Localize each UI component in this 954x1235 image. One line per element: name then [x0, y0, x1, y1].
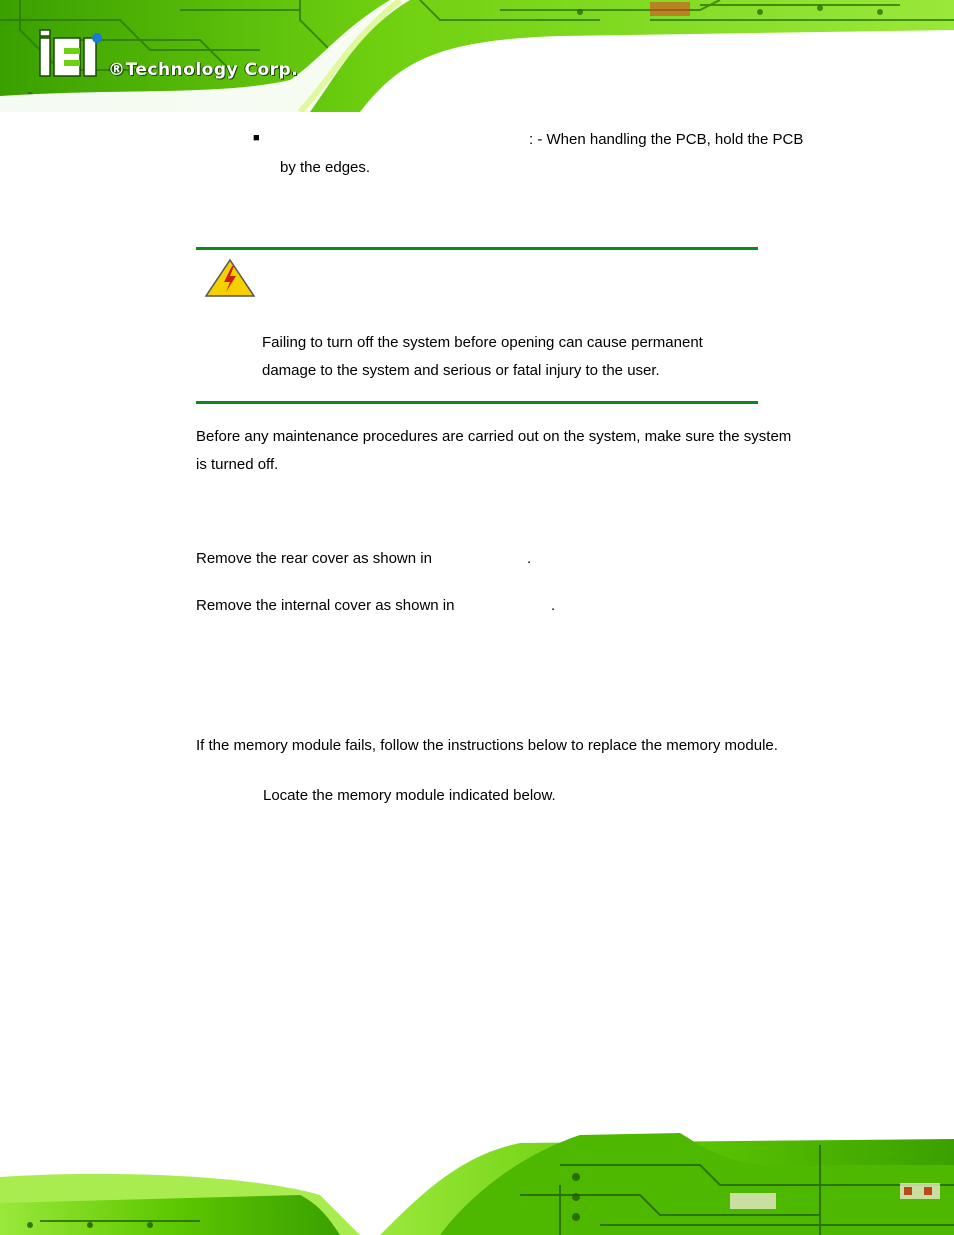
footer-banner: [0, 1125, 954, 1235]
warning-top-rule: [196, 247, 758, 250]
step-internal-cover-end: .: [551, 597, 556, 614]
step-internal-cover: Remove the internal cover as shown in: [196, 597, 455, 614]
warning-bottom-rule: [196, 401, 758, 404]
warning-triangle-icon: [204, 258, 256, 298]
bullet-square-icon: ■: [253, 132, 260, 144]
warning-text: [262, 329, 750, 385]
header-banner: [0, 0, 954, 112]
pcb-footer-graphic: [0, 1125, 954, 1235]
memory-step1: Locate the memory module indicated below.: [263, 787, 556, 804]
memory-intro: If the memory module fails, follow the instructions below to replace the memory module.: [196, 737, 778, 754]
bullet-text-line1: : - When handling the PCB, hold the PCB: [529, 131, 804, 148]
pcb-header-graphic: [0, 0, 954, 112]
maintenance-para-line1: Before any maintenance procedures are carried out on the system, make sure the system: [196, 428, 792, 445]
warning-line2: damage to the system and serious or fatal injury to the user.: [262, 362, 660, 379]
step-rear-cover: Remove the rear cover as shown in: [196, 550, 432, 567]
step-rear-cover-end: .: [527, 550, 532, 567]
maintenance-para-line2: is turned off.: [196, 456, 279, 473]
bullet-text-line2: by the edges.: [280, 159, 371, 176]
warning-line1: Failing to turn off the system before opening can cause permanent: [262, 334, 703, 351]
company-name: ®Technology Corp.: [108, 60, 299, 80]
